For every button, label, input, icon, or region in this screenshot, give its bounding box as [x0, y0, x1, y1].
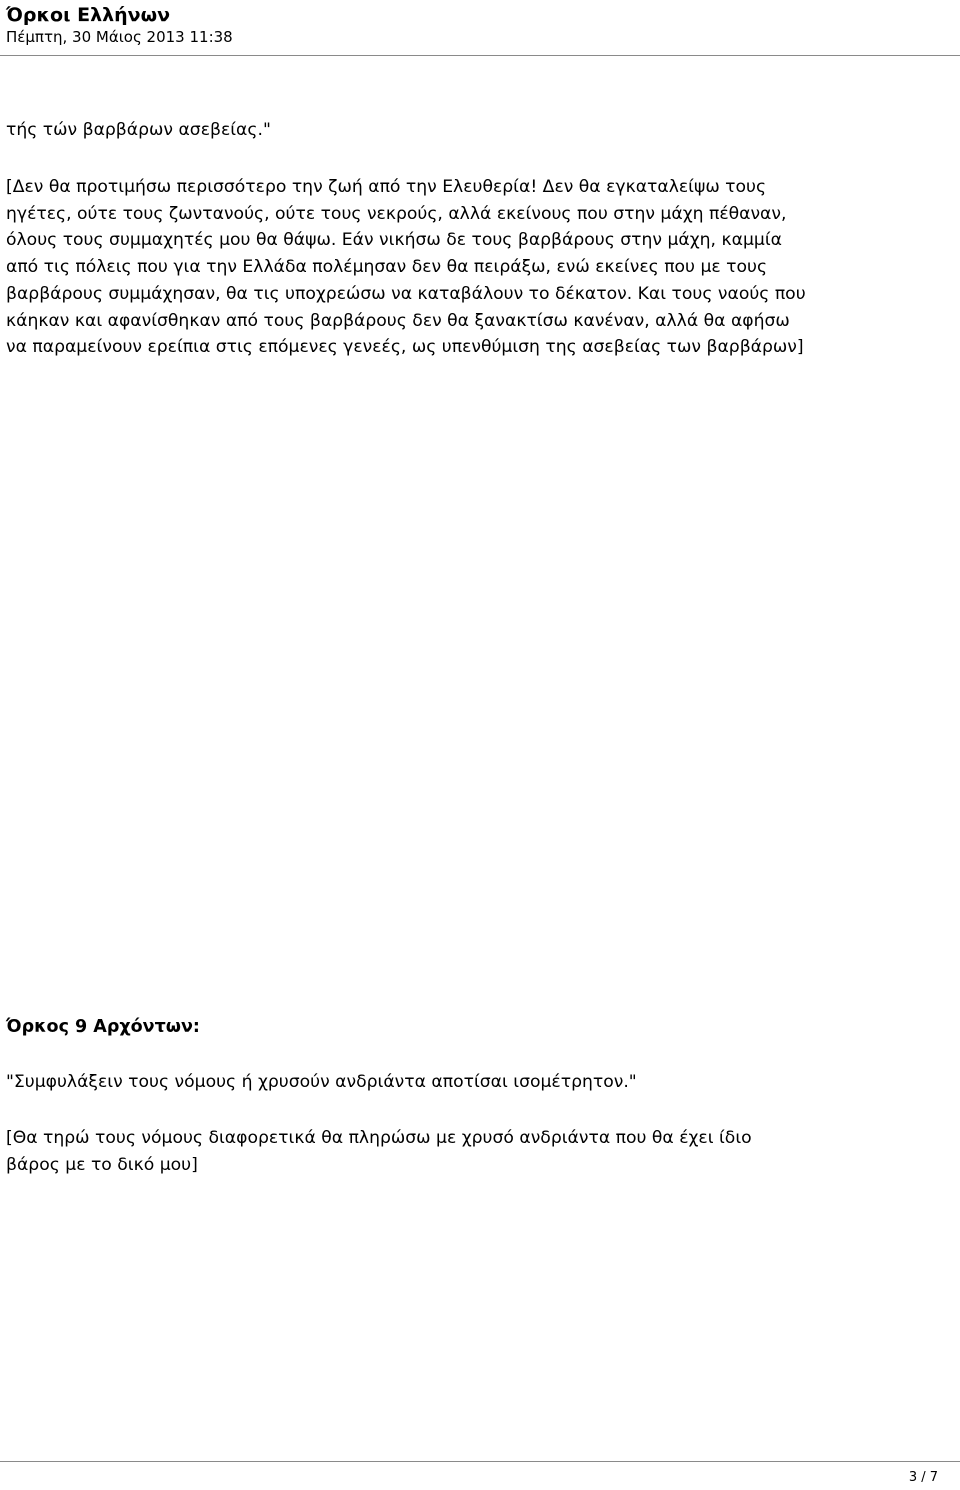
text-line: από τις πόλεις που για την Ελλάδα πολέμησαν δεν θα πειράξω, ενώ εκείνες που με τους [6, 257, 768, 278]
text-line: ηγέτες, ούτε τους ζωντανούς, ούτε τους νεκρούς, αλλά εκείνους που στην μάχη πέθαναν, [6, 203, 787, 224]
document-title: Όρκοι Ελλήνων [6, 4, 171, 26]
text-line: όλους τους συμμαχητές μου θα θάψω. Εάν νικήσω δε τους βαρβάρους στην μάχη, καμμία [6, 230, 782, 251]
text-line: "Συμφυλάξειν τους νόμους ή χρυσούν ανδριάντα αποτίσαι ισομέτρητον." [6, 1072, 637, 1092]
paragraph-commentary [6, 174, 806, 361]
footer-divider [0, 1461, 960, 1462]
page-header [0, 0, 960, 56]
paragraph-oath-quote [6, 1069, 637, 1096]
text-line: [Δεν θα προτιμήσω περισσότερο την ζωή από την Ελευθερία! Δεν θα εγκαταλείψω τους [6, 177, 767, 197]
text-line: βάρος με το δικό μου] [6, 1154, 198, 1175]
section-heading: Όρκος 9 Αρχόντων: [6, 1017, 200, 1037]
text-line: κάηκαν και αφανίσθηκαν από τους βαρβάρους δεν θα ξανακτίσω κανέναν, αλλά θα αφήσω [6, 310, 790, 331]
document-datetime: Πέμπτη, 30 Μάιος 2013 11:38 [6, 28, 233, 46]
paragraph-oath-translation [6, 1125, 752, 1178]
text-line: βαρβάρους συμμάχησαν, θα τις υποχρεώσω να καταβάλουν το δέκατον. Και τους ναούς που [6, 283, 806, 304]
text-line: τής τών βαρβάρων ασεβείας." [6, 120, 271, 140]
page-number: 3 / 7 [908, 1470, 938, 1485]
paragraph-continuation [6, 117, 271, 144]
text-line: [Θα τηρώ τους νόμους διαφορετικά θα πληρώσω με χρυσό ανδριάντα που θα έχει ίδιο [6, 1128, 752, 1148]
text-line: να παραμείνουν ερείπια στις επόμενες γενεές, ως υπενθύμιση της ασεβείας των βαρβάρων] [6, 337, 804, 358]
